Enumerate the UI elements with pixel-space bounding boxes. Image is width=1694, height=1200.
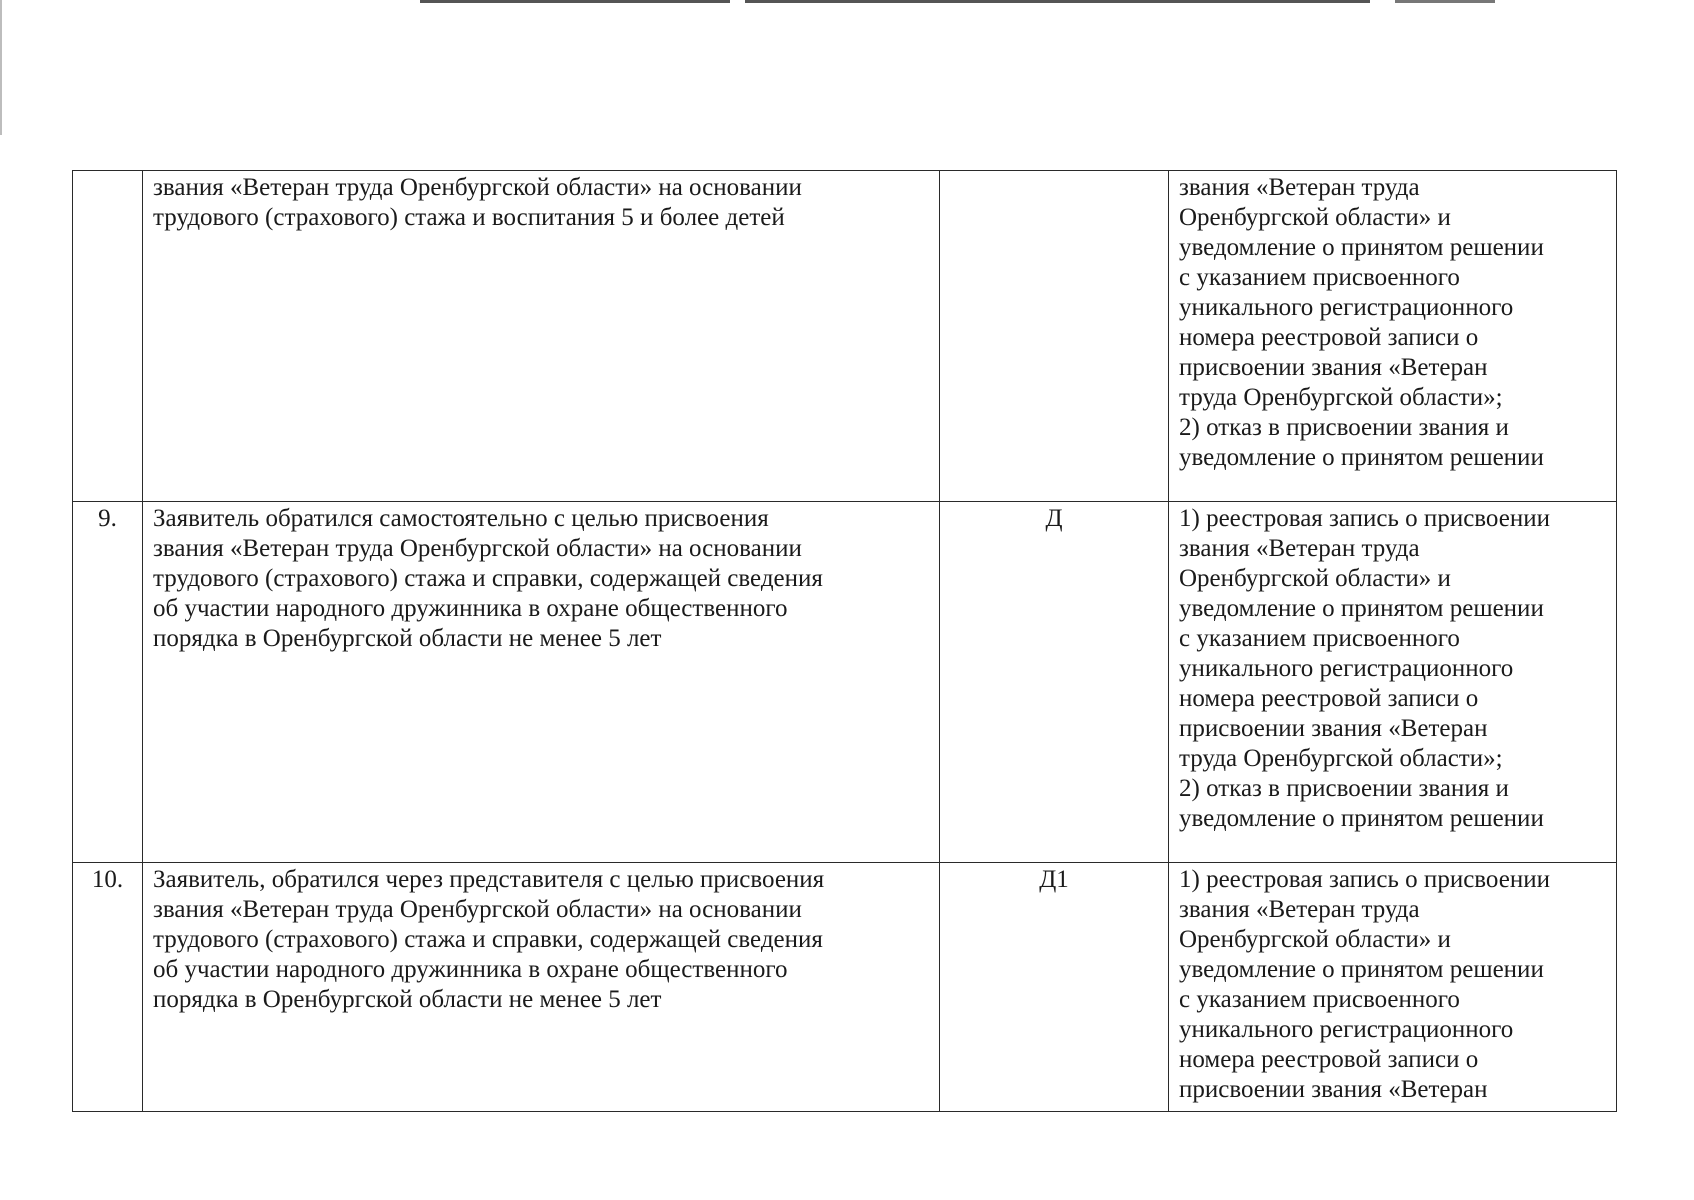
scan-artifact-line (420, 0, 730, 3)
table-row (73, 502, 1617, 863)
scan-edge-line (0, 0, 2, 135)
condition-cell: звания «Ветеран труда Оренбургской области» на основании трудового (страхового) стажа и воспитания 5 и более детей (143, 171, 940, 502)
result-cell: 1) реестровая запись о присвоении звания «Ветеран труда Оренбургской области» и уведомление о принятом решении с указанием присвоенного уникального регистрационного номера реестровой записи о присвоении звания «Ветеран труда Оренбургской области»; 2) отказ в присвоении звания и уведомление о принятом решении (1169, 502, 1617, 863)
conditions-table (72, 170, 1617, 1112)
row-number-cell: 10. (73, 863, 143, 1112)
row-number-cell (73, 171, 143, 502)
code-cell (940, 171, 1169, 502)
condition-cell: Заявитель, обратился через представителя с целью присвоения звания «Ветеран труда Оренбургской области» на основании трудового (страхового) стажа и справки, содержащей сведения об участии народного дружинника в охране общественного порядка в Оренбургской области не менее 5 лет (143, 863, 940, 1112)
table-row (73, 863, 1617, 1112)
code-cell: Д (940, 502, 1169, 863)
scan-artifact-line (745, 0, 1370, 3)
scan-artifact-line (1395, 0, 1495, 3)
result-cell: звания «Ветеран труда Оренбургской области» и уведомление о принятом решении с указанием присвоенного уникального регистрационного номера реестровой записи о присвоении звания «Ветеран труда Оренбургской области»; 2) отказ в присвоении звания и уведомление о принятом решении (1169, 171, 1617, 502)
table-row (73, 171, 1617, 502)
row-number-cell: 9. (73, 502, 143, 863)
condition-cell: Заявитель обратился самостоятельно с целью присвоения звания «Ветеран труда Оренбургской области» на основании трудового (страхового) стажа и справки, содержащей сведения об участии народного дружинника в охране общественного порядка в Оренбургской области не менее 5 лет (143, 502, 940, 863)
result-cell: 1) реестровая запись о присвоении звания «Ветеран труда Оренбургской области» и уведомление о принятом решении с указанием присвоенного уникального регистрационного номера реестровой записи о присвоении звания «Ветеран (1169, 863, 1617, 1112)
code-cell: Д1 (940, 863, 1169, 1112)
